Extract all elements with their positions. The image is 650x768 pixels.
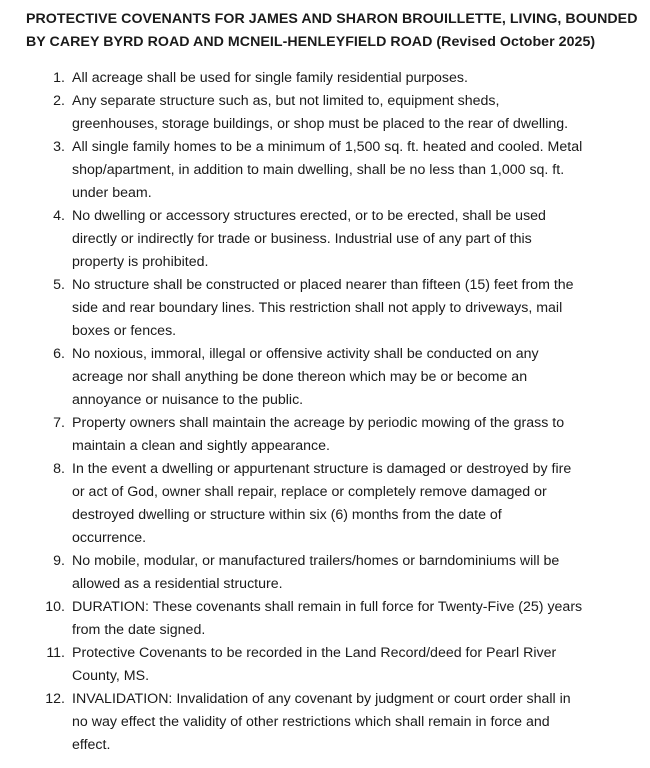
- item-line: acreage nor shall anything be done thereon which may be or become an: [72, 369, 528, 385]
- item-text: [72, 550, 618, 596]
- item-line: boxes or fences.: [72, 323, 177, 339]
- document-title: [26, 8, 638, 54]
- item-text: [72, 596, 618, 642]
- item-text: [72, 205, 618, 274]
- item-number: 10.: [45, 599, 65, 615]
- covenant-list: [26, 67, 618, 757]
- item-line: effect.: [72, 737, 111, 753]
- covenant-item-10: [26, 596, 618, 642]
- item-number: 5.: [53, 277, 65, 293]
- covenant-item-2: [26, 90, 618, 136]
- covenant-item-6: [26, 343, 618, 412]
- item-number: 8.: [53, 461, 65, 477]
- item-number: 9.: [53, 553, 65, 569]
- item-line: destroyed dwelling or structure within six (6) months from the date of: [72, 507, 502, 523]
- item-line: No mobile, modular, or manufactured trailers/homes or barndominiums will be: [72, 553, 560, 569]
- item-line: County, MS.: [72, 668, 150, 684]
- covenant-item-11: [26, 642, 618, 688]
- item-line: under beam.: [72, 185, 152, 201]
- item-line: Any separate structure such as, but not limited to, equipment sheds,: [72, 93, 500, 109]
- item-line: No noxious, immoral, illegal or offensive activity shall be conducted on any: [72, 346, 539, 362]
- item-line: No structure shall be constructed or placed nearer than fifteen (15) feet from the: [72, 277, 574, 293]
- item-number: 6.: [53, 346, 65, 362]
- covenant-item-4: [26, 205, 618, 274]
- item-number: 2.: [53, 93, 65, 109]
- item-number: 11.: [46, 645, 65, 661]
- covenant-item-3: [26, 136, 618, 205]
- item-line: property is prohibited.: [72, 254, 209, 270]
- item-line: All acreage shall be used for single family residential purposes.: [72, 70, 468, 86]
- covenant-item-9: [26, 550, 618, 596]
- item-number: 4.: [53, 208, 65, 224]
- item-line: occurrence.: [72, 530, 147, 546]
- item-line: In the event a dwelling or appurtenant structure is damaged or destroyed by fire: [72, 461, 572, 477]
- item-line: No dwelling or accessory structures erected, or to be erected, shall be used: [72, 208, 546, 224]
- item-line: annoyance or nuisance to the public.: [72, 392, 304, 408]
- covenant-item-1: [26, 67, 618, 90]
- item-line: All single family homes to be a minimum of 1,500 sq. ft. heated and cooled. Metal: [72, 139, 583, 155]
- item-number: 12.: [45, 691, 65, 707]
- item-line: allowed as a residential structure.: [72, 576, 283, 592]
- item-line: or act of God, owner shall repair, replace or completely remove damaged or: [72, 484, 547, 500]
- item-number: 3.: [53, 139, 65, 155]
- item-text: [72, 67, 618, 90]
- item-line: greenhouses, storage buildings, or shop must be placed to the rear of dwelling.: [72, 116, 569, 132]
- item-line: INVALIDATION: Invalidation of any covenant by judgment or court order shall in: [72, 691, 571, 707]
- covenant-item-7: [26, 412, 618, 458]
- item-number: 1.: [53, 70, 65, 86]
- covenant-item-12: [26, 688, 618, 757]
- item-text: [72, 688, 618, 757]
- title-line: BY CAREY BYRD ROAD AND MCNEIL-HENLEYFIELD ROAD (Revised October 2025): [26, 34, 596, 50]
- item-line: directly or indirectly for trade or business. Industrial use of any part of this: [72, 231, 532, 247]
- title-line: PROTECTIVE COVENANTS FOR JAMES AND SHARON BROUILLETTE, LIVING, BOUNDED: [26, 11, 638, 27]
- item-text: [72, 412, 618, 458]
- item-text: [72, 458, 618, 550]
- item-number: 7.: [53, 415, 65, 431]
- item-line: no way effect the validity of other restrictions which shall remain in force and: [72, 714, 550, 730]
- item-text: [72, 136, 618, 205]
- covenant-item-8: [26, 458, 618, 550]
- item-line: shop/apartment, in addition to main dwelling, shall be no less than 1,000 sq. ft.: [72, 162, 565, 178]
- item-text: [72, 642, 618, 688]
- item-line: from the date signed.: [72, 622, 206, 638]
- item-line: DURATION: These covenants shall remain in full force for Twenty-Five (25) years: [72, 599, 583, 615]
- item-text: [72, 343, 618, 412]
- item-line: side and rear boundary lines. This restriction shall not apply to driveways, mail: [72, 300, 563, 316]
- item-text: [72, 274, 618, 343]
- item-line: Protective Covenants to be recorded in the Land Record/deed for Pearl River: [72, 645, 557, 661]
- item-line: maintain a clean and sightly appearance.: [72, 438, 330, 454]
- item-line: Property owners shall maintain the acreage by periodic mowing of the grass to: [72, 415, 565, 431]
- covenant-item-5: [26, 274, 618, 343]
- item-text: [72, 90, 618, 136]
